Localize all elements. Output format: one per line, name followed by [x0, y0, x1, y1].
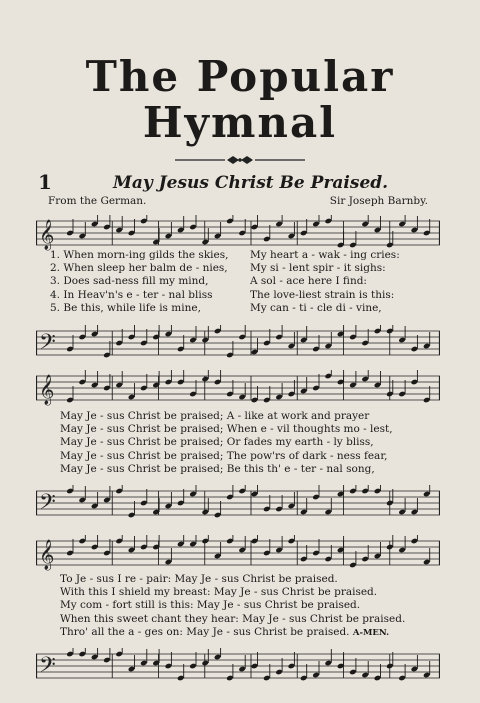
- lyric-line: 5. Be this, while life is mine,: [50, 301, 201, 314]
- system1-lyrics-left: [50, 249, 228, 315]
- treble-clef-icon: 𝄞: [39, 220, 55, 250]
- lyric-line: When this sweet chant they hear: May Je - sus Christ be praised.: [60, 612, 406, 625]
- bass-clef-icon: 𝄢: [39, 490, 56, 520]
- lyric-line: May Je - sus Christ be praised; A - like at work and prayer: [60, 410, 370, 422]
- lyric-line: With this I shield my breast: May Je - sus Christ be praised.: [60, 586, 378, 599]
- system1-lyrics-right: [250, 249, 400, 315]
- lyric-line: My com - fort still is this: May Je - sus Christ be praised.: [60, 599, 361, 612]
- lyric-text: Thro' all the a - ges on: May Je - sus Christ be praised.: [60, 625, 350, 638]
- lyric-line: 2. When sleep her balm de - nies,: [50, 262, 228, 275]
- amen-label: A-MEN.: [352, 627, 390, 638]
- lyric-line: 3. Does sad-ness fill my mind,: [50, 275, 209, 288]
- system2-lyrics: [60, 410, 393, 476]
- lyric-line: To Je - sus I re - pair: May Je - sus Christ be praised.: [60, 573, 338, 585]
- lyric-line: May Je - sus Christ be praised; Or fades my earth - ly bliss,: [60, 436, 374, 449]
- treble-staff-2: [36, 370, 440, 406]
- lyric-line: A sol - ace here I find:: [250, 275, 367, 288]
- divider-ornament: [175, 154, 305, 166]
- lyric-line: May Je - sus Christ be praised; The pow'rs of dark - ness fear,: [60, 449, 388, 462]
- treble-staff-3: [36, 535, 440, 571]
- treble-clef-icon: 𝄞: [39, 540, 55, 570]
- lyric-line: [60, 626, 405, 640]
- bass-staff-1: [36, 325, 440, 361]
- lyric-line: 4. In Heav'n's e - ter - nal bliss: [50, 288, 213, 301]
- music-credit: Sir Joseph Barnby.: [329, 195, 428, 207]
- book-title-line2: Hymnal: [142, 98, 338, 147]
- bass-clef-icon: 𝄢: [39, 653, 56, 683]
- system3-lyrics: [60, 573, 405, 640]
- book-title-line1: The Popular: [85, 52, 395, 101]
- bass-staff-2: [36, 485, 440, 521]
- lyric-line: May Je - sus Christ be praised; Be this th' e - ter - nal song,: [60, 462, 375, 475]
- treble-staff-1: [36, 215, 440, 251]
- lyric-line: May Je - sus Christ be praised; When e - vil thoughts mo - lest,: [60, 423, 393, 436]
- lyric-line: My can - ti - cle di - vine,: [250, 301, 382, 314]
- bass-clef-icon: 𝄢: [39, 330, 56, 360]
- lyric-line: My heart a - wak - ing cries:: [250, 249, 400, 261]
- bass-staff-3: [36, 648, 440, 684]
- lyric-line: My si - lent spir - it sighs:: [250, 262, 386, 275]
- text-credit: From the German.: [48, 195, 147, 207]
- treble-clef-icon: 𝄞: [39, 375, 55, 405]
- hymn-number: 1: [38, 170, 52, 194]
- lyric-line: The love-liest strain is this:: [250, 288, 395, 301]
- lyric-line: 1. When morn-ing gilds the skies,: [50, 249, 229, 261]
- hymn-title: May Jesus Christ Be Praised.: [113, 173, 389, 193]
